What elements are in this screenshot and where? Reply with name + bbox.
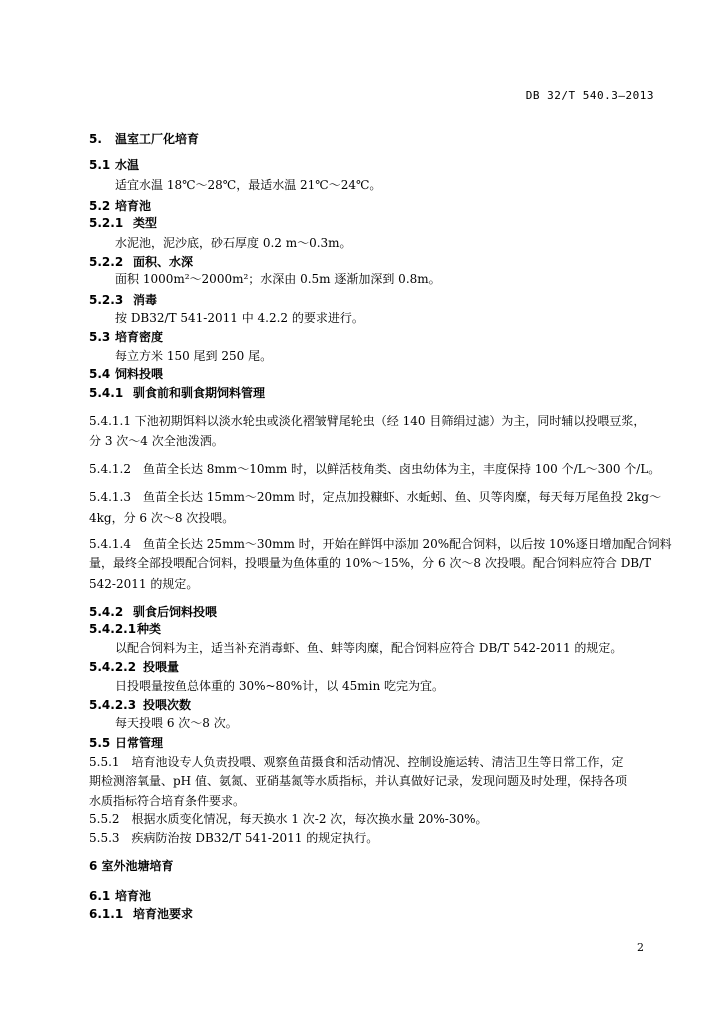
body-text: 每天投喂 6 次～8 次。 xyxy=(115,716,238,730)
paragraph-line: 期检测溶氧量、pH 值、氨氮、亚硝基氮等水质指标，并认真做好记录，发现问题及时处理，保持各项 xyxy=(89,774,627,788)
section-heading: 5.4.2.1种类 xyxy=(89,622,162,636)
body-text: 面积 1000m²～2000m²；水深由 0.5m 逐渐加深到 0.8m。 xyxy=(115,272,441,286)
section-heading: 5.4 饲料投喂 xyxy=(89,367,164,381)
section-heading: 6.1.1 培育池要求 xyxy=(89,907,194,921)
section-heading: 5.1 水温 xyxy=(89,158,140,172)
section-heading: 5.5 日常管理 xyxy=(89,736,164,750)
document-code: DB 32/T 540.3—2013 xyxy=(525,89,654,102)
body-text: 水泥池，泥沙底，砂石厚度 0.2 m～0.3m。 xyxy=(115,236,352,250)
body-text: 按 DB32/T 541-2011 中 4.2.2 的要求进行。 xyxy=(115,311,364,325)
paragraph-line: 5.5.3 疾病防治按 DB32/T 541-2011 的规定执行。 xyxy=(89,831,379,845)
paragraph-line: 542-2011 的规定。 xyxy=(89,577,199,591)
section-heading: 5.4.2.2 投喂量 xyxy=(89,660,180,674)
section-heading: 6.1 培育池 xyxy=(89,889,152,903)
paragraph-line: 水质指标符合培育条件要求。 xyxy=(89,794,246,808)
section-heading: 5.4.2 驯食后饲料投喂 xyxy=(89,605,218,619)
body-text: 以配合饲料为主，适当补充消毒虾、鱼、蚌等肉糜，配合饲料应符合 DB/T 542-2011 的规定。 xyxy=(115,641,623,655)
paragraph-line: 5.5.1 培育池设专人负责投喂、观察鱼苗摄食和活动情况、控制设施运转、清洁卫生等日常工作，定 xyxy=(89,755,624,769)
section-heading: 6 室外池塘培育 xyxy=(89,859,174,873)
paragraph-line: 量，最终全部投喂配合饲料，投喂量为鱼体重的 10%～15%，分 6 次～8 次投喂。配合饲料应符合 DB/T xyxy=(89,556,652,570)
page-number: 2 xyxy=(637,941,644,954)
paragraph-line: 5.4.1.3 鱼苗全长达 15mm～20mm 时，定点加投糠虾、水蚯蚓、鱼、贝等肉糜，每天每万尾鱼投 2kg～ xyxy=(89,490,662,504)
section-heading: 5.2.3 消毒 xyxy=(89,293,158,307)
paragraph-line: 4kg，分 6 次～8 次投喂。 xyxy=(89,511,235,525)
section-heading: 5.2.1 类型 xyxy=(89,216,158,230)
paragraph-line: 分 3 次～4 次全池泼洒。 xyxy=(89,434,224,448)
body-text: 每立方米 150 尾到 250 尾。 xyxy=(115,349,273,363)
section-heading: 5.4.1 驯食前和驯食期饲料管理 xyxy=(89,386,266,400)
paragraph-line: 5.4.1.4 鱼苗全长达 25mm～30mm 时，开始在鲜饵中添加 20%配合饲料，以后按 10%逐日增加配合饲料 xyxy=(89,537,672,551)
section-heading: 5.3 培育密度 xyxy=(89,330,164,344)
section-heading: 5. 温室工厂化培育 xyxy=(89,132,200,146)
paragraph-line: 5.5.2 根据水质变化情况，每天换水 1 次-2 次，每次换水量 20%-30%。 xyxy=(89,812,488,826)
paragraph-line: 5.4.1.2 鱼苗全长达 8mm～10mm 时，以鲜活枝角类、卤虫幼体为主，丰度保持 100 个/L～300 个/L。 xyxy=(89,462,661,476)
section-heading: 5.4.2.3 投喂次数 xyxy=(89,698,192,712)
section-heading: 5.2.2 面积、水深 xyxy=(89,255,194,269)
body-text: 适宜水温 18℃～28℃，最适水温 21℃～24℃。 xyxy=(115,178,382,192)
section-heading: 5.2 培育池 xyxy=(89,199,152,213)
paragraph-line: 5.4.1.1 下池初期饵料以淡水轮虫或淡化褶皱臂尾轮虫（经 140 目筛绢过滤）为主，同时辅以投喂豆浆， xyxy=(89,414,646,428)
body-text: 日投喂量按鱼总体重的 30%~80%计，以 45min 吃完为宜。 xyxy=(115,679,445,693)
